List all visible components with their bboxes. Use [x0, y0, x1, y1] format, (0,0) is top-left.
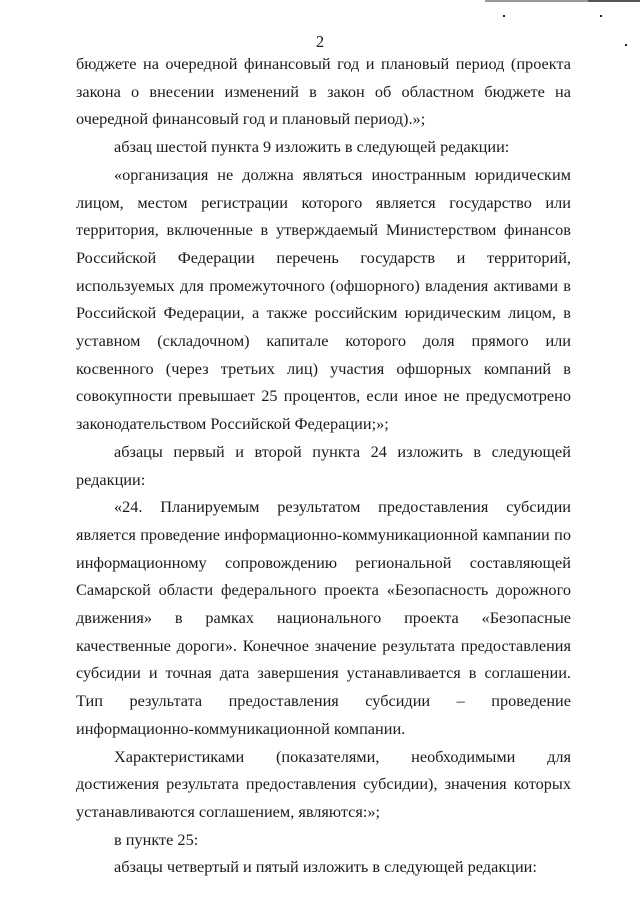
paragraph-clause-24-intro: абзацы первый и второй пункта 24 изложить в следующей редакции:: [76, 441, 571, 489]
paragraph-characteristics: Характеристиками (показателями, необходимыми для достижения результата предоставления субсидии), значения которых устанавливаются соглашением, являются:»;: [76, 746, 571, 821]
paragraph-clause-24-result: «24. Планируемым результатом предоставления субсидии является проведение информационно-коммуникационной кампании по информационному сопровождению региональной составляющей Самарской области федерального проекта «Безопасность дорожного движения» в рамках национального проекта «Безопасные качественные дороги». Конечное значение результата предоставления субсидии и точная дата завершения устанавливается в соглашении. Тип результата предоставления субсидии – проведение информационно-коммуникационной компании.: [76, 497, 571, 738]
scan-edge-bar-dark: [588, 0, 640, 2]
paragraph-budget-continuation: бюджете на очередной финансовый год и плановый период (проекта закона о внесении изменений в закон об областном бюджете на очередной финансовый год и плановый период).»;: [76, 54, 571, 129]
paragraph-clause-9-intro: абзац шестой пункта 9 изложить в следующей редакции:: [114, 137, 510, 157]
page-number: 2: [315, 32, 325, 51]
scan-speck: [600, 15, 602, 17]
paragraph-clause-25-intro: в пункте 25:: [114, 829, 199, 849]
scan-speck: [503, 15, 505, 17]
document-body: [76, 50, 571, 881]
paragraph-offshore-requirement: «организация не должна являться иностранным юридическим лицом, местом регистрации которого является государство или территория, включенные в утверждаемый Министерством финансов Российской Федерации перечень государств и территорий, используемых для промежуточного (офшорного) владения активами в Российской Федерации, а также российским юридическим лицом, в уставном (складочном) капитале которого доля прямого или косвенного (через третьих лиц) участия офшорных компаний в совокупности превышает 25 процентов, если иное не предусмотрено законодательством Российской Федерации;»;: [76, 164, 571, 434]
paragraph-clause-25-abzacy: абзацы четвертый и пятый изложить в следующей редакции:: [114, 857, 537, 877]
